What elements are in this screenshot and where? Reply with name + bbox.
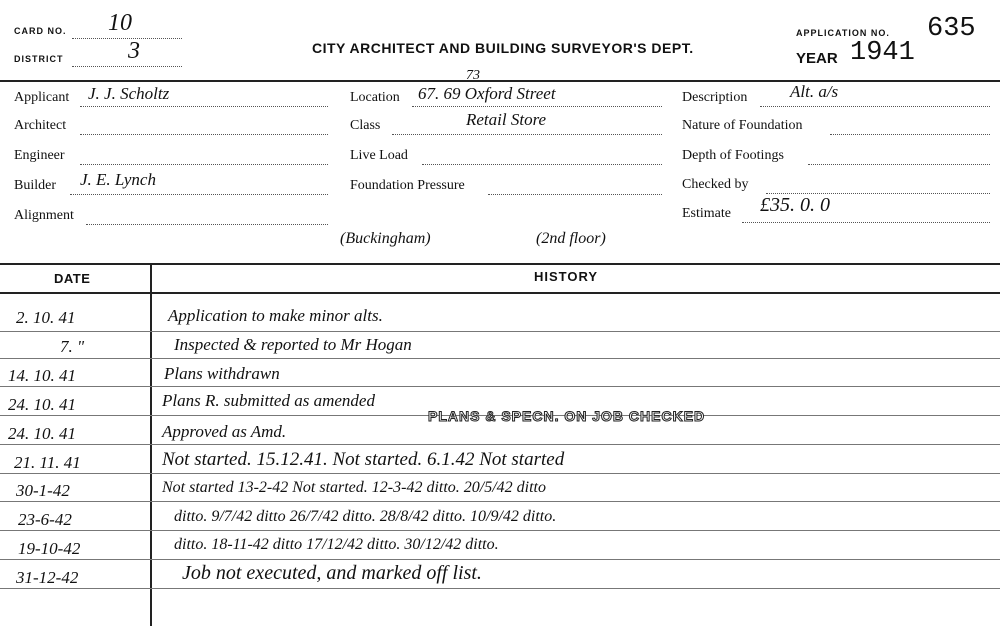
- row-2-date: 7. ": [60, 337, 85, 356]
- card-no-value: 10: [108, 10, 132, 36]
- row-rule: [0, 473, 1000, 474]
- live-load-line: [422, 164, 662, 165]
- year-label: YEAR: [796, 50, 838, 67]
- row-1-date: 2. 10. 41: [16, 308, 76, 327]
- row-3-date: 14. 10. 41: [8, 366, 76, 385]
- row-rule: [0, 559, 1000, 560]
- row-5-history: Approved as Amd.: [162, 422, 287, 441]
- estimate-value: £35. 0. 0: [760, 194, 830, 216]
- foundation-pressure-label: Foundation Pressure: [350, 178, 465, 193]
- row-rule: [0, 588, 1000, 589]
- row-1-history: Application to make minor alts.: [168, 306, 383, 325]
- note-left: (Buckingham): [340, 230, 431, 247]
- description-value: Alt. a/s: [790, 82, 839, 101]
- row-5-date: 24. 10. 41: [8, 424, 76, 443]
- application-no-label: APPLICATION NO.: [796, 28, 890, 38]
- row-rule: [0, 530, 1000, 531]
- depth-of-footings-label: Depth of Footings: [682, 148, 784, 163]
- alignment-line: [86, 224, 328, 225]
- row-7-history: Not started 13-2-42 Not started. 12-3-42 ditto. 20/5/42 ditto: [162, 479, 546, 496]
- row-4-date: 24. 10. 41: [8, 395, 76, 414]
- location-line: [412, 106, 662, 107]
- card-no-label: CARD NO.: [14, 26, 67, 36]
- applicant-label: Applicant: [14, 90, 70, 105]
- description-label: Description: [682, 90, 748, 105]
- nature-of-foundation-line: [830, 134, 990, 135]
- row-7-date: 30-1-42: [16, 481, 70, 500]
- engineer-line: [80, 164, 328, 165]
- district-label: DISTRICT: [14, 54, 64, 64]
- location-above-value: 73: [466, 68, 480, 83]
- row-3-history: Plans withdrawn: [164, 364, 280, 383]
- row-9-date: 19-10-42: [18, 539, 81, 558]
- class-line: [392, 134, 662, 135]
- location-value: 67. 69 Oxford Street: [418, 84, 556, 103]
- row-rule: [0, 444, 1000, 445]
- architect-line: [80, 134, 328, 135]
- row-rule: [0, 358, 1000, 359]
- district-value: 3: [128, 38, 140, 64]
- plans-checked-stamp: PLANS & SPECN. ON JOB CHECKED: [428, 408, 706, 424]
- description-line: [760, 106, 990, 107]
- department-title: CITY ARCHITECT AND BUILDING SURVEYOR'S DEPT.: [312, 40, 694, 56]
- row-9-history: ditto. 18-11-42 ditto 17/12/42 ditto. 30/12/42 ditto.: [174, 536, 499, 553]
- row-10-date: 31-12-42: [16, 568, 79, 587]
- builder-label: Builder: [14, 178, 56, 193]
- row-rule: [0, 386, 1000, 387]
- district-line: [72, 66, 182, 67]
- history-column-header: HISTORY: [534, 269, 599, 284]
- row-6-date: 21. 11. 41: [14, 453, 81, 472]
- row-rule: [0, 501, 1000, 502]
- row-2-history: Inspected & reported to Mr Hogan: [174, 335, 412, 354]
- builder-value: J. E. Lynch: [80, 170, 156, 189]
- nature-of-foundation-label: Nature of Foundation: [682, 118, 803, 133]
- engineer-label: Engineer: [14, 148, 65, 163]
- depth-of-footings-line: [808, 164, 990, 165]
- date-column-header: DATE: [54, 271, 91, 286]
- applicant-value: J. J. Scholtz: [88, 84, 170, 103]
- row-6-history: Not started. 15.12.41. Not started. 6.1.42 Not started: [162, 449, 565, 470]
- class-label: Class: [350, 118, 381, 133]
- card-no-line: [72, 38, 182, 39]
- architect-label: Architect: [14, 118, 67, 133]
- class-value: Retail Store: [466, 110, 547, 129]
- estimate-label: Estimate: [682, 206, 731, 221]
- row-4-history: Plans R. submitted as amended: [162, 391, 375, 410]
- estimate-line: [742, 222, 990, 223]
- live-load-label: Live Load: [350, 148, 408, 163]
- checked-by-label: Checked by: [682, 177, 749, 192]
- row-10-history: Job not executed, and marked off list.: [182, 562, 482, 584]
- row-rule: [0, 331, 1000, 332]
- application-no-value: 635: [927, 14, 976, 44]
- foundation-pressure-line: [488, 194, 662, 195]
- location-label: Location: [350, 90, 400, 105]
- year-value: 1941: [850, 38, 915, 68]
- builder-line: [70, 194, 328, 195]
- applicant-line: [80, 106, 328, 107]
- header-rule: [0, 80, 1000, 82]
- row-8-history: ditto. 9/7/42 ditto 26/7/42 ditto. 28/8/42 ditto. 10/9/42 ditto.: [174, 508, 557, 525]
- alignment-label: Alignment: [14, 208, 74, 223]
- row-8-date: 23-6-42: [18, 510, 72, 529]
- note-right: (2nd floor): [536, 230, 606, 247]
